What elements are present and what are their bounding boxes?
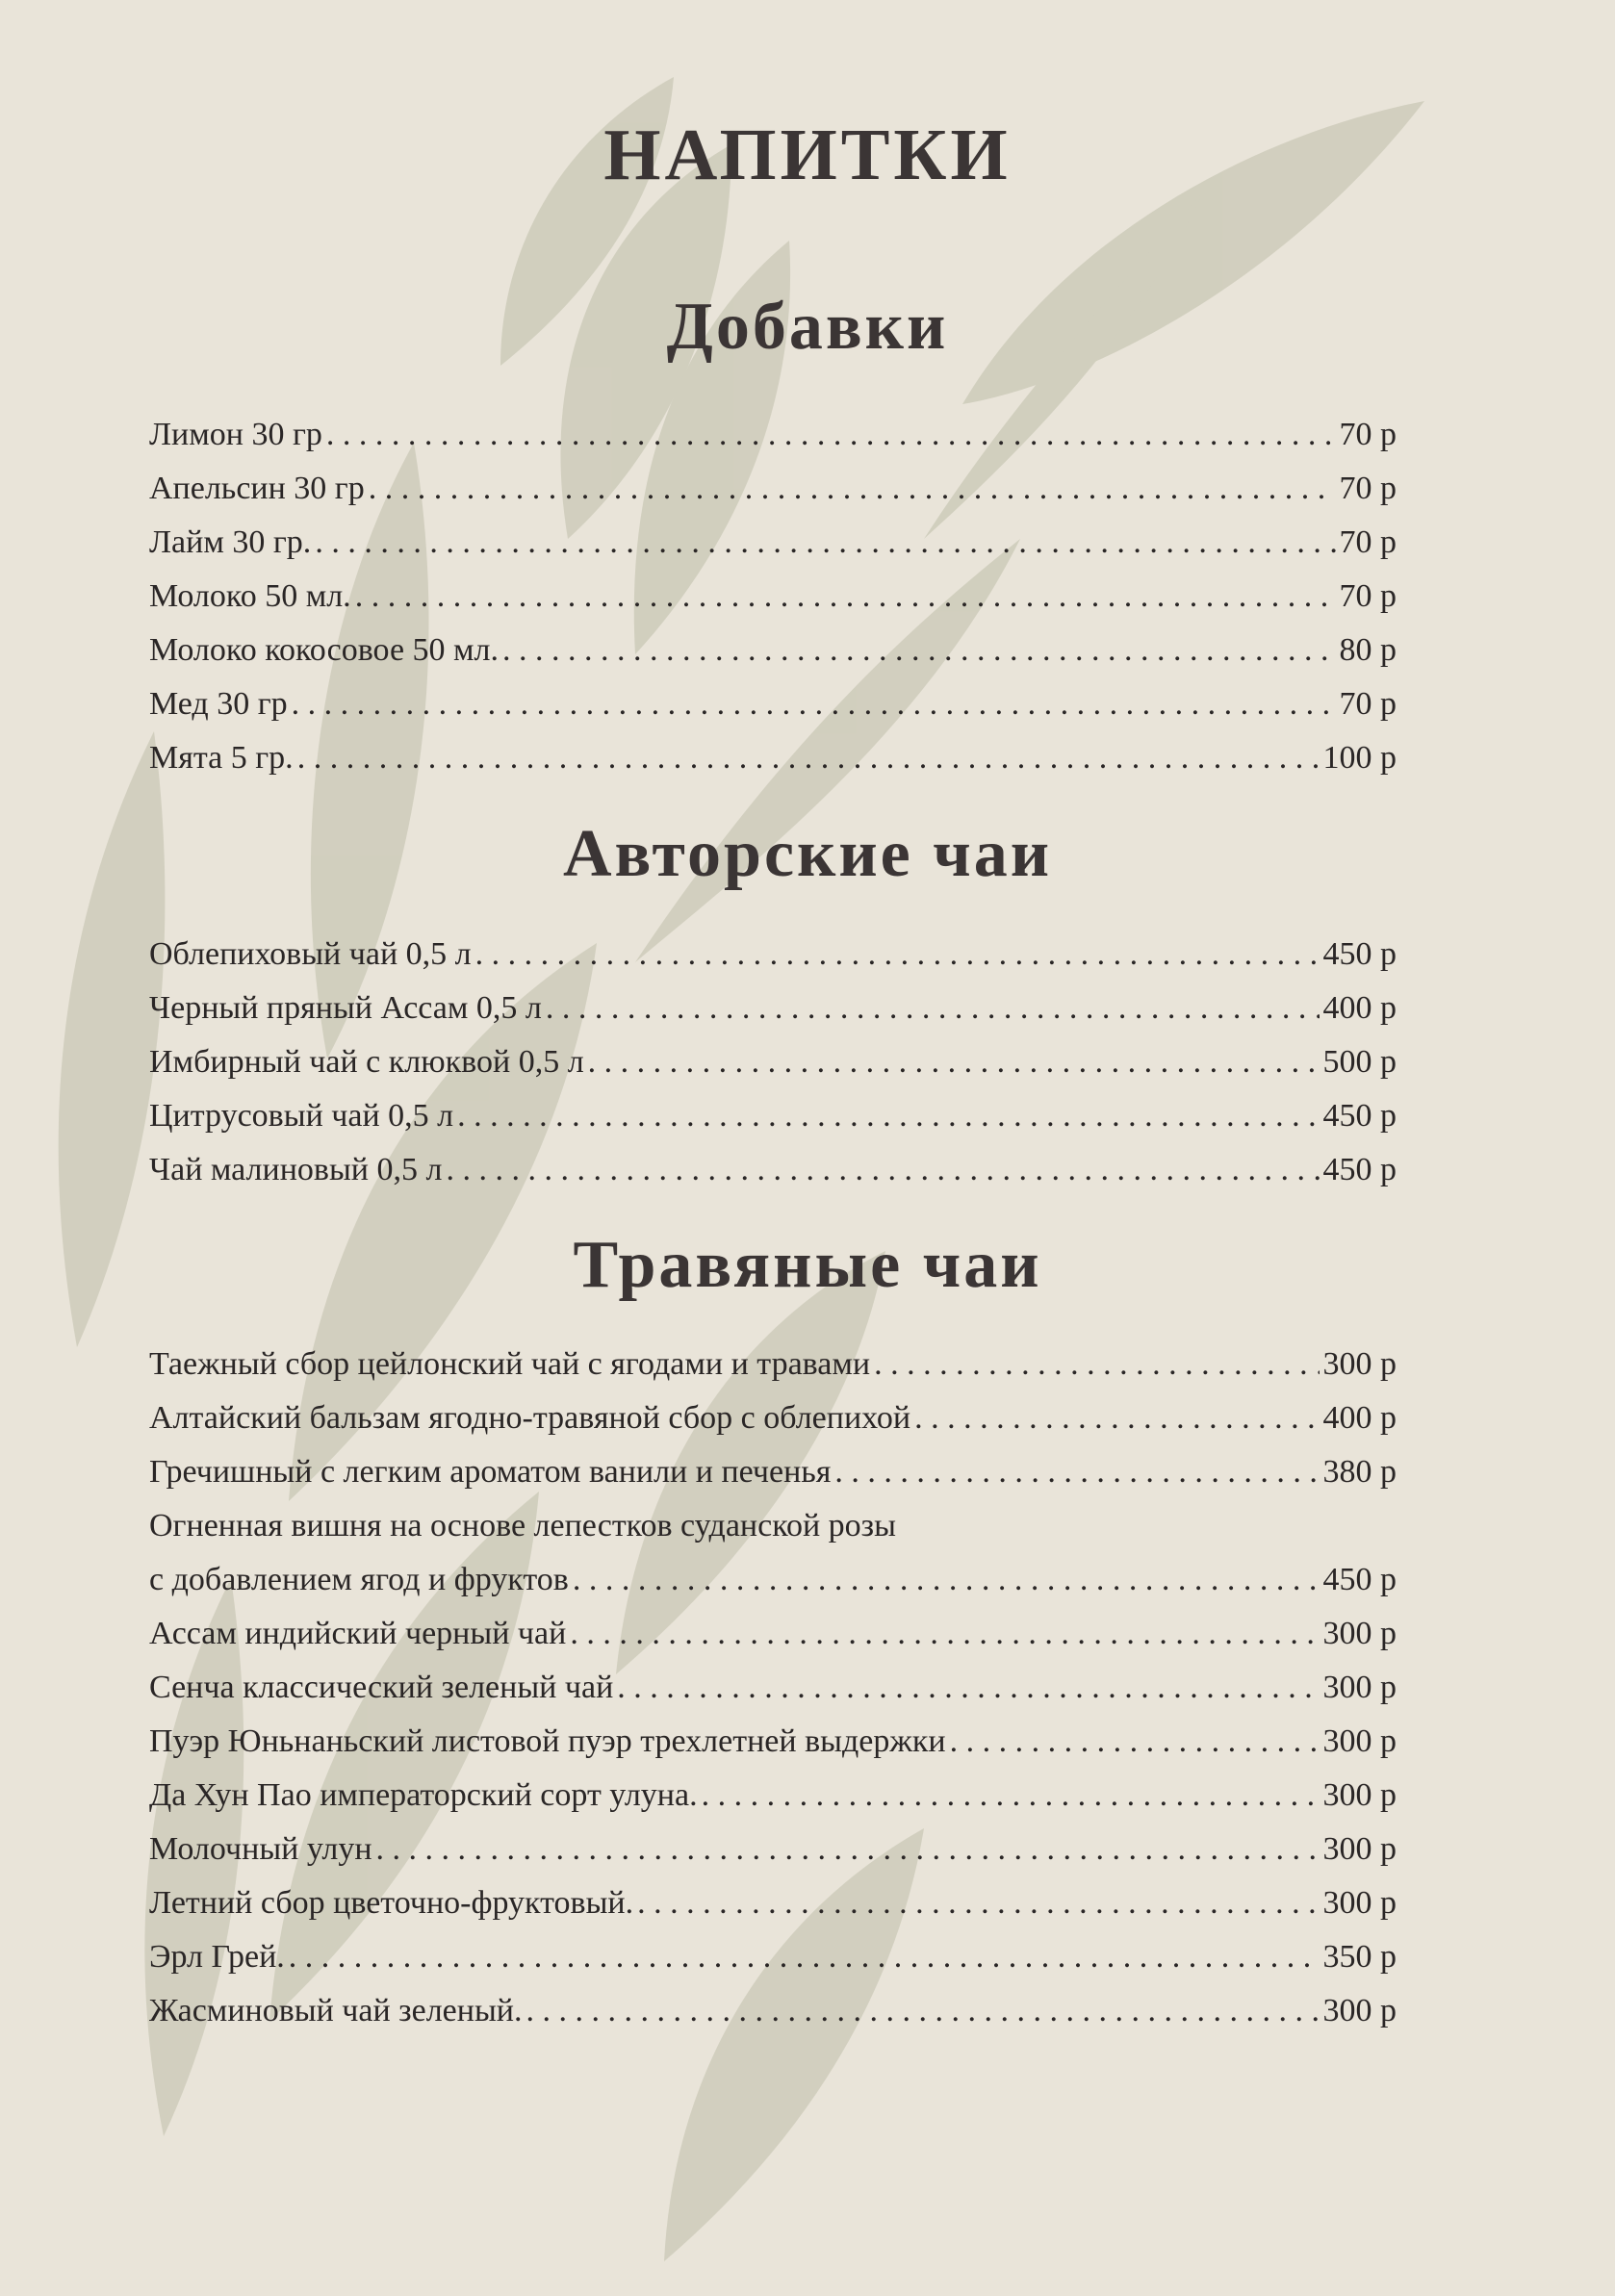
list-item (149, 928, 1397, 982)
item-price: 300 р (1322, 1616, 1397, 1651)
list-item (149, 1661, 1397, 1715)
list-item (149, 1143, 1397, 1197)
item-price: 70 р (1339, 686, 1397, 722)
section-title-travyanye: Травяные чаи (573, 1228, 1042, 1302)
list-item (149, 1553, 1397, 1607)
leader-dots (617, 1661, 1319, 1715)
leader-dots (588, 1035, 1320, 1089)
item-price: 100 р (1322, 740, 1397, 776)
item-price: 300 р (1322, 1346, 1397, 1382)
list-item (149, 982, 1397, 1035)
leader-dots (355, 570, 1336, 624)
item-price: 300 р (1322, 1723, 1397, 1759)
item-name: Мед 30 гр (149, 686, 288, 722)
list-item (149, 1823, 1397, 1876)
leader-dots (637, 1876, 1319, 1930)
list-item (149, 1391, 1397, 1445)
list-item (149, 1445, 1397, 1499)
item-name: Мята 5 гр. (149, 740, 294, 776)
item-name: Летний сбор цветочно-фруктовый. (149, 1885, 634, 1921)
leader-dots (446, 1143, 1319, 1197)
item-name: Таежный сбор цейлонский чай с ягодами и травами (149, 1346, 871, 1382)
list-item (149, 408, 1397, 462)
list-item (149, 1035, 1397, 1089)
item-price: 300 р (1322, 1885, 1397, 1921)
leader-dots (950, 1715, 1320, 1769)
leader-dots (292, 677, 1336, 731)
list-item (149, 1715, 1397, 1769)
leader-dots (315, 516, 1335, 570)
list-item (149, 1338, 1397, 1391)
item-name: Цитрусовый чай 0,5 л (149, 1098, 454, 1134)
item-price: 350 р (1322, 1939, 1397, 1975)
section-title-avtorskie: Авторские чаи (562, 817, 1053, 891)
list-item (149, 1769, 1397, 1823)
item-name: Молочный улун (149, 1831, 372, 1867)
item-name: Облепиховый чай 0,5 л (149, 936, 472, 972)
page-title: НАПИТКИ (603, 115, 1012, 195)
item-name: Имбирный чай с клюквой 0,5 л (149, 1044, 584, 1080)
item-name: Эрл Грей. (149, 1939, 285, 1975)
list-item (149, 1876, 1397, 1930)
leader-dots (570, 1607, 1319, 1661)
leader-dots (289, 1930, 1320, 1984)
menu-list-avtorskie (149, 928, 1397, 1197)
list-item (149, 731, 1397, 785)
menu-list-travyanye (149, 1338, 1397, 2038)
item-name: Апельсин 30 гр (149, 471, 365, 506)
leader-dots (702, 1769, 1320, 1823)
leader-dots (326, 408, 1336, 462)
item-price: 400 р (1322, 1400, 1397, 1436)
item-name: Ассам индийский черный чай (149, 1616, 567, 1651)
leader-dots (834, 1445, 1319, 1499)
section-title-dobavki: Добавки (666, 290, 949, 364)
leader-dots (526, 1984, 1320, 2038)
item-price: 380 р (1322, 1454, 1397, 1490)
item-name: Алтайский бальзам ягодно-травяной сбор с облепихой (149, 1400, 911, 1436)
item-price: 300 р (1322, 1993, 1397, 2028)
leader-dots (457, 1089, 1319, 1143)
leader-dots (369, 462, 1336, 516)
item-name: Чай малиновый 0,5 л (149, 1152, 443, 1187)
item-name: Лайм 30 гр. (149, 524, 312, 560)
item-price: 70 р (1339, 578, 1397, 614)
item-price: 300 р (1322, 1777, 1397, 1813)
list-item (149, 1607, 1397, 1661)
item-price: 70 р (1339, 524, 1397, 560)
item-price: 80 р (1339, 632, 1397, 668)
item-price: 300 р (1322, 1670, 1397, 1705)
item-name: Лимон 30 гр (149, 417, 322, 452)
item-price: 400 р (1322, 990, 1397, 1026)
list-item (149, 570, 1397, 624)
item-price: 450 р (1322, 1098, 1397, 1134)
item-price: 70 р (1339, 471, 1397, 506)
item-price: 450 р (1322, 1562, 1397, 1597)
item-name: Да Хун Пао императорский сорт улуна. (149, 1777, 698, 1813)
list-item (149, 1499, 1397, 1553)
item-name: Огненная вишня на основе лепестков суданской розы (149, 1508, 896, 1543)
item-price: 70 р (1339, 417, 1397, 452)
item-price: 450 р (1322, 936, 1397, 972)
list-item (149, 516, 1397, 570)
list-item (149, 1930, 1397, 1984)
item-name: Сенча классический зеленый чай (149, 1670, 614, 1705)
leader-dots (376, 1823, 1320, 1876)
item-price: 450 р (1322, 1152, 1397, 1187)
item-name: Пуэр Юньнаньский листовой пуэр трехлетней выдержки (149, 1723, 946, 1759)
list-item (149, 677, 1397, 731)
item-name: Молоко кокосовое 50 мл. (149, 632, 500, 668)
list-item (149, 624, 1397, 677)
item-price: 500 р (1322, 1044, 1397, 1080)
leader-dots (874, 1338, 1319, 1391)
leader-dots (502, 624, 1335, 677)
item-name: Гречишный с легким ароматом ванили и печенья (149, 1454, 832, 1490)
menu-list-dobavki (149, 408, 1397, 785)
list-item (149, 1089, 1397, 1143)
leader-dots (475, 928, 1320, 982)
item-name: Черный пряный Ассам 0,5 л (149, 990, 542, 1026)
leader-dots (573, 1553, 1320, 1607)
item-name: с добавлением ягод и фруктов (149, 1562, 569, 1597)
leader-dots (297, 731, 1320, 785)
list-item (149, 1984, 1397, 2038)
item-name: Молоко 50 мл. (149, 578, 351, 614)
leader-dots (914, 1391, 1319, 1445)
leader-dots (546, 982, 1320, 1035)
item-name: Жасминовый чай зеленый. (149, 1993, 523, 2028)
item-price: 300 р (1322, 1831, 1397, 1867)
list-item (149, 462, 1397, 516)
